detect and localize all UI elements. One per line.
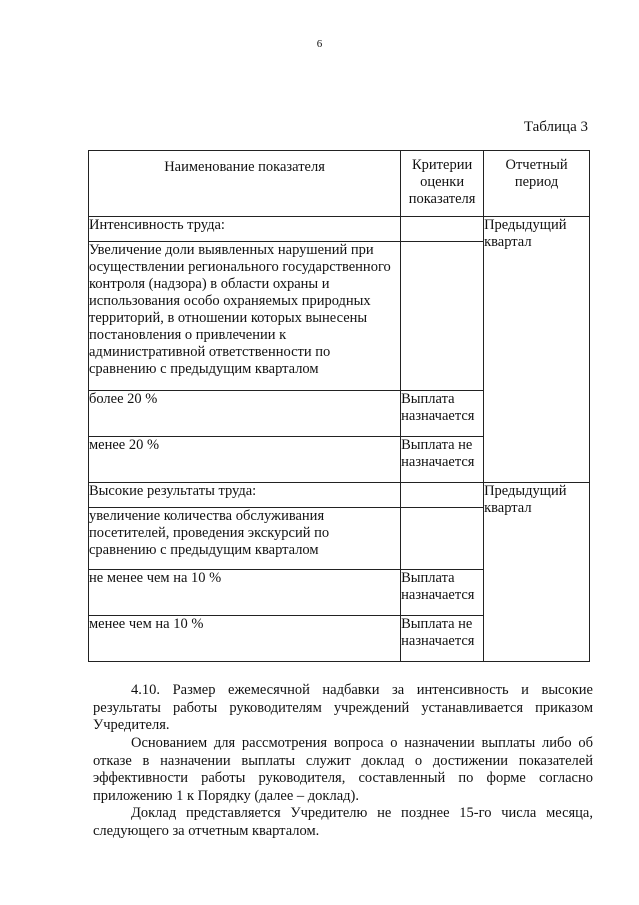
table-header-row (89, 151, 590, 217)
table-caption: Таблица 3 (523, 119, 588, 135)
paragraph-deadline: Доклад представляется Учредителю не позднее 15-го числа месяца, следующего за отчетным кварталом. (93, 805, 593, 839)
criterion-cell: Выплата не назначается (401, 437, 484, 483)
paragraph-4-10: 4.10. Размер ежемесячной надбавки за интенсивность и высокие результаты работы руководителям учреждений устанавливается приказом Учредителя. (93, 682, 593, 733)
condition-cell: менее 20 % (89, 437, 401, 483)
criterion-cell: Выплата назначается (401, 570, 484, 616)
table-row (89, 483, 590, 508)
section-title-intensity: Интенсивность труда: (89, 217, 401, 242)
empty-cell (401, 217, 484, 242)
header-criteria: Критерии оценки показателя (401, 151, 484, 217)
paragraph-basis: Основанием для рассмотрения вопроса о назначении выплаты либо об отказе в назначении выплаты служит доклад о достижении показателей эффективности работы руководителя, составленный по форме согласно приложению 1 к Порядку (далее – доклад). (93, 735, 593, 804)
indicators-table (88, 150, 590, 662)
header-indicator-name: Наименование показателя (89, 151, 401, 217)
empty-cell (401, 242, 484, 391)
period-cell-section2: Предыдущий квартал (484, 483, 590, 662)
table-row (89, 217, 590, 242)
empty-cell (401, 508, 484, 570)
condition-cell: менее чем на 10 % (89, 616, 401, 662)
criterion-cell: Выплата назначается (401, 391, 484, 437)
section-description-results: увеличение количества обслуживания посетителей, проведения экскурсий по сравнению с предыдущим кварталом (89, 508, 401, 570)
period-cell-section1: Предыдущий квартал (484, 217, 590, 483)
section-description-intensity: Увеличение доли выявленных нарушений при осуществлении регионального государственного контроля (надзора) в области охраны и использования особо охраняемых природных территорий, в отношении которых вынесены постановления о привлечении к административной ответственности по сравнению с предыдущим кварталом (89, 242, 401, 391)
header-period: Отчетный период (484, 151, 590, 217)
condition-cell: не менее чем на 10 % (89, 570, 401, 616)
page-number: 6 (316, 38, 323, 50)
empty-cell (401, 483, 484, 508)
section-title-results: Высокие результаты труда: (89, 483, 401, 508)
criterion-cell: Выплата не назначается (401, 616, 484, 662)
condition-cell: более 20 % (89, 391, 401, 437)
